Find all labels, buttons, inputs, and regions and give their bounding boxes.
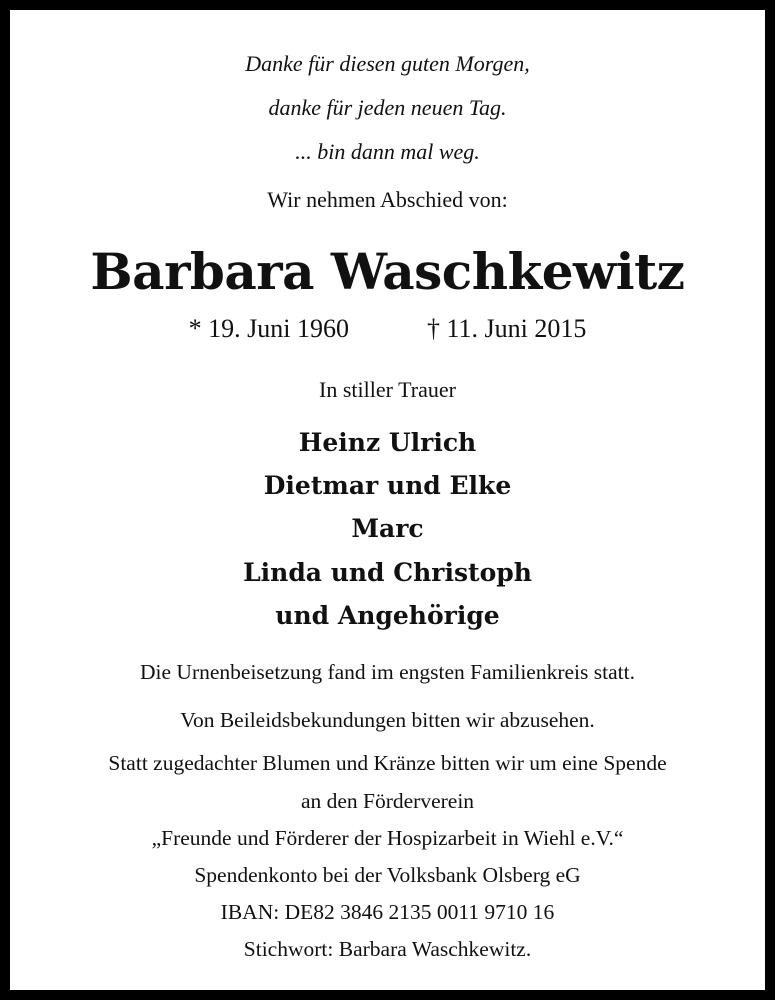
- iban: IBAN: DE82 3846 2135 0011 9710 16: [220, 900, 555, 924]
- burial-note: Die Urnenbeisetzung fand im engsten Familienkreis statt.: [140, 660, 635, 684]
- donation-recipient-intro: an den Förderverein: [300, 789, 475, 813]
- mourner-4: Linda und Christoph: [243, 558, 532, 587]
- intro-text: Wir nehmen Abschied von:: [267, 187, 508, 212]
- death-date: † 11. Juni 2015: [426, 314, 587, 343]
- condolence-note: Von Beileidsbekundungen bitten wir abzusehen.: [180, 708, 595, 732]
- keyword: Stichwort: Barbara Waschkewitz.: [243, 937, 532, 961]
- mourner-3: Marc: [351, 514, 424, 543]
- mourning-label: In stiller Trauer: [319, 377, 456, 402]
- deceased-name: Barbara Waschkewitz: [90, 242, 685, 301]
- birth-date: * 19. Juni 1960: [188, 314, 349, 343]
- mourner-5: und Angehörige: [275, 601, 500, 630]
- poem-line-3: ... bin dann mal weg.: [295, 139, 480, 164]
- mourner-1: Heinz Ulrich: [298, 428, 477, 457]
- donation-request: Statt zugedachter Blumen und Kränze bitten wir um eine Spende: [108, 751, 667, 775]
- poem-line-1: Danke für diesen guten Morgen,: [245, 51, 530, 76]
- poem-line-2: danke für jeden neuen Tag.: [268, 95, 507, 120]
- mourner-2: Dietmar und Elke: [263, 471, 512, 500]
- life-dates: [10, 314, 765, 344]
- bank-account: Spendenkonto bei der Volksbank Olsberg eG: [194, 863, 581, 887]
- donation-recipient-name: „Freunde und Förderer der Hospizarbeit in Wiehl e.V.“: [151, 826, 624, 850]
